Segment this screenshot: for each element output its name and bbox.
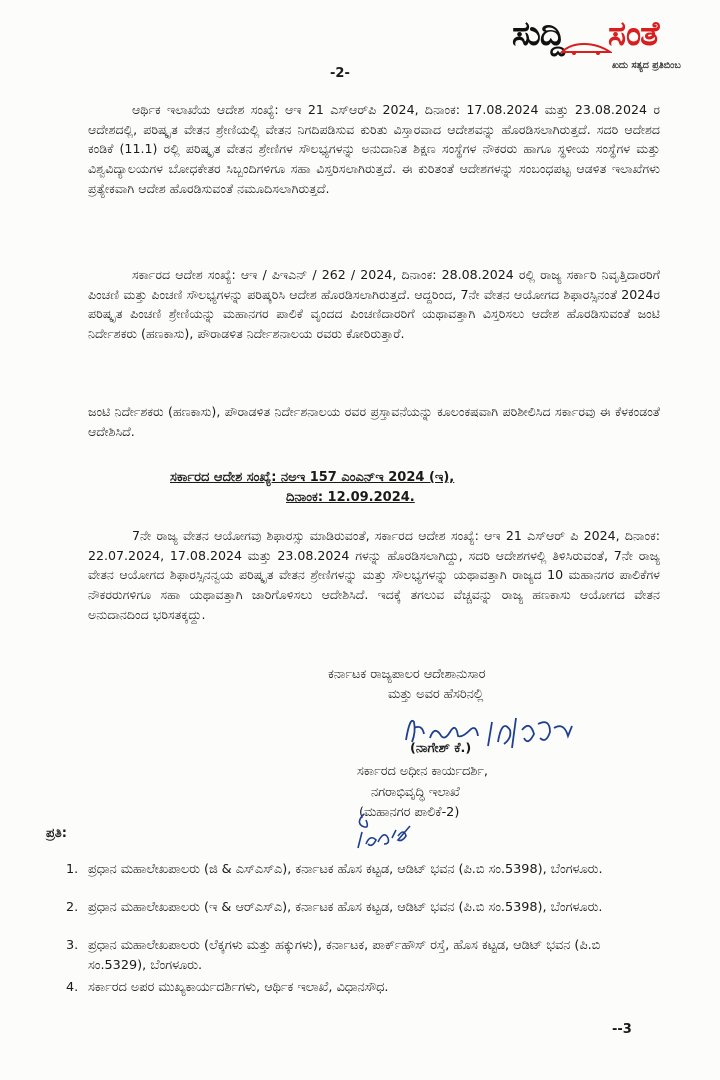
paragraph-text: ಆರ್ಥಿಕ ಇಲಾಖೆಯ ಆದೇಶ ಸಂಖ್ಯೆ: ಆಇ 21 ಎಸ್‌ಆರ್‌ಪಿ 2024, ದಿನಾಂಕ: 17.08.2024 ಮತ್ತು 23.08.2024 ರ ಆದೇಶದಲ್ಲಿ, ಪರಿಷ್ಕೃತ ವೇತನ ಶ್ರೇಣಿಯಲ್ಲಿ ವೇತನ ನಿಗದಿಪಡಿಸುವ ಕುರಿತು ವಿಸ್ತಾರವಾದ ಆದೇಶವನ್ನು ಹೊರಡಿಸಲಾಗಿರುತ್ತದೆ. ಸದರಿ ಆದೇಶದ ಕಂಡಿಕೆ (11.1) ರಲ್ಲಿ ಪರಿಷ್ಕೃತ ವೇತನ ಶ್ರೇಣಿಗಳ ಸೌಲಭ್ಯಗಳನ್ನು ಅನುದಾನಿತ ಶಿಕ್ಷಣ ಸಂಸ್ಥೆಗಳ ನೌಕರರು ಹಾಗೂ ಸ್ಥಳೀಯ ಸಂಸ್ಥೆಗಳ ಮತ್ತು ವಿಶ್ವವಿದ್ಯಾಲಯಗಳ ಬೋಧಕೇತರ ಸಿಬ್ಬಂದಿಗಳಿಗೂ ಸಹಾ ವಿಸ್ತರಿಸಲಾಗಿರುತ್ತದೆ. ಈ ಕುರಿತಂತೆ ಆದೇಶಗಳನ್ನು ಸಂಬಂಧಪಟ್ಟ ಆಡಳಿತ ಇಲಾಖೆಗಳು ಪ್ರತ್ಯೇಕವಾಗಿ ಆದೇಶ ಹೊರಡಿಸುವಂತೆ ನಮೂದಿಸಲಾಗಿರುತ್ತದೆ. bbox=[88, 102, 660, 196]
list-number: 3. bbox=[66, 938, 79, 953]
order-date: ದಿನಾಂಕ: 12.09.2024. bbox=[286, 490, 415, 505]
list-text: ಪ್ರಧಾನ ಮಹಾಲೇಖಪಾಲರು (ಇ & ಆರ್‌ಎಸ್‌ಎ), ಕರ್ನಾಟಕ ಹೊಸ ಕಟ್ಟಡ, ಆಡಿಟ್ ಭವನ (ಪಿ.ಬಿ ಸಂ.5398), ಬೆಂಗಳೂರು. bbox=[88, 900, 603, 915]
signatory-section: (ಮಹಾನಗರ ಪಾಲಿಕೆ-2) bbox=[359, 805, 460, 820]
order-number: ಸರ್ಕಾರದ ಆದೇಶ ಸಂಖ್ಯೆ: ನಅಇ 157 ಎಂಎನ್‌ಇ 2024 (ಇ), bbox=[170, 470, 455, 485]
list-text: ಪ್ರಧಾನ ಮಹಾಲೇಖಪಾಲರು (ಲೆಕ್ಕಗಳು ಮತ್ತು ಹಕ್ಕುಗಳು), ಕರ್ನಾಟಕ, ಪಾರ್ಕ್‌ಹೌಸ್ ರಸ್ತೆ, ಹೊಸ ಕಟ್ಟಡ, ಆಡಿಟ್ ಭವನ (ಪಿ.ಬಿ ಸಂ.5329), ಬೆಂಗಳೂರು. bbox=[88, 938, 601, 973]
signatory-department: ನಗರಾಭಿವೃದ್ಧಿ ಇಲಾಖೆ bbox=[371, 785, 460, 800]
logo-word-suddi: ಸುದ್ದಿ bbox=[512, 14, 564, 54]
list-text: ಪ್ರಧಾನ ಮಹಾಲೇಖಪಾಲರು (ಜಿ & ಎಸ್‌ಎಸ್‌ಎ), ಕರ್ನಾಟಕ ಹೊಸ ಕಟ್ಟಡ, ಆಡಿಟ್ ಭವನ (ಪಿ.ಬಿ ಸಂ.5398), ಬೆಂಗಳೂರು. bbox=[88, 862, 603, 877]
paragraph-text: ಜಂಟಿ ನಿರ್ದೇಶಕರು (ಹಣಕಾಸು), ಪೌರಾಡಳಿತ ನಿರ್ದೇಶನಾಲಯ ರವರ ಪ್ರಸ್ತಾವನೆಯನ್ನು ಕೂಲಂಕಷವಾಗಿ ಪರಿಶೀಲಿಸಿದ ಸರ್ಕಾರವು ಈ ಕೆಳಕಂಡಂತೆ ಆದೇಶಿಸಿದೆ. bbox=[88, 404, 660, 439]
list-item bbox=[66, 978, 658, 998]
list-text: ಸರ್ಕಾರದ ಅಪರ ಮುಖ್ಯಕಾರ್ಯದರ್ಶಿಗಳು, ಆರ್ಥಿಕ ಇಲಾಖೆ, ವಿಧಾನಸೌಧ. bbox=[88, 980, 389, 995]
logo-tagline: ಖದು ಸತ್ಯದ ಪ್ರತಿಬಿಂಬ bbox=[612, 60, 681, 71]
page-number: -2- bbox=[330, 66, 350, 81]
logo-word-sante: ಸಂತೆ bbox=[608, 14, 659, 54]
signature-authority-line1: ಕರ್ನಾಟಕ ರಾಜ್ಯಪಾಲರ ಆದೇಶಾನುಸಾರ bbox=[328, 667, 486, 682]
paragraph-proposal bbox=[88, 402, 660, 441]
list-item bbox=[66, 936, 658, 976]
next-page-marker: --3 bbox=[612, 1022, 632, 1037]
list-item bbox=[66, 898, 658, 918]
signatory-designation: ಸರ್ಕಾರದ ಅಧೀನ ಕಾರ್ಯದರ್ಶಿ, bbox=[357, 764, 488, 779]
signature-authority-line2: ಮತ್ತು ಅವರ ಹೆಸರಿನಲ್ಲಿ bbox=[388, 687, 484, 702]
list-number: 4. bbox=[66, 980, 79, 995]
paragraph-text: 7ನೇ ರಾಜ್ಯ ವೇತನ ಆಯೋಗವು ಶಿಫಾರಸ್ಸು ಮಾಡಿರುವಂತೆ, ಸರ್ಕಾರದ ಆದೇಶ ಸಂಖ್ಯೆ: ಆಇ 21 ಎಸ್‌ಆರ್ ಪಿ 2024, ದಿನಾಂಕ: 22.07.2024, 17.08.2024 ಮತ್ತು 23.08.2024 ಗಳನ್ನು ಹೊರಡಿಸಲಾಗಿದ್ದು, ಸದರಿ ಆದೇಶಗಳಲ್ಲಿ ತಿಳಿಸಿರುವಂತೆ, 7ನೇ ರಾಜ್ಯ ವೇತನ ಆಯೋಗದ ಶಿಫಾರಸ್ಸಿನನ್ವಯ ಪರಿಷ್ಕೃತ ವೇತನ ಶ್ರೇಣಿಗಳನ್ನು ಮತ್ತು ಸೌಲಭ್ಯಗಳನ್ನು ಯಥಾವತ್ತಾಗಿ ರಾಜ್ಯದ 10 ಮಹಾನಗರ ಪಾಲಿಕೆಗಳ ನೌಕರರುಗಳಿಗೂ ಸಹಾ ಯಥಾವತ್ತಾಗಿ ಜಾರಿಗೊಳಿಸಲು ಆದೇಶಿಸಿದೆ. ಇದಕ್ಕೆ ತಗಲುವ ವೆಚ್ಚವನ್ನು ರಾಜ್ಯ ಹಣಕಾಸು ಆಯೋಗದ ವೇತನ ಅನುದಾನದಿಂದ ಭರಿಸತಕ್ಕದ್ದು. bbox=[88, 528, 660, 622]
copy-to-heading: ಪ್ರತಿ: bbox=[46, 826, 67, 841]
paragraph-finance-order bbox=[88, 100, 660, 199]
paragraph-order-body bbox=[88, 526, 660, 625]
list-number: 2. bbox=[66, 900, 79, 915]
signatory-name: (ನಾಗೇಶ್ ಕೆ.) bbox=[410, 741, 472, 756]
paragraph-pension-order bbox=[88, 265, 660, 344]
list-number: 1. bbox=[66, 862, 79, 877]
car-icon bbox=[560, 40, 612, 56]
list-item bbox=[66, 860, 658, 880]
paragraph-text: ಸರ್ಕಾರದ ಆದೇಶ ಸಂಖ್ಯೆ: ಆಇ / ಪಿಇಎನ್ / 262 / 2024, ದಿನಾಂಕ: 28.08.2024 ರಲ್ಲಿ ರಾಜ್ಯ ಸರ್ಕಾರಿ ನಿವೃತ್ತಿದಾರರಿಗೆ ಪಿಂಚಣಿ ಮತ್ತು ಪಿಂಚಣಿ ಸೌಲಭ್ಯಗಳನ್ನು ಪರಿಷ್ಕರಿಸಿ ಆದೇಶ ಹೊರಡಿಸಲಾಗಿರುತ್ತದೆ. ಆದ್ದರಿಂದ, 7ನೇ ವೇತನ ಆಯೋಗದ ಶಿಫಾರಸ್ಸಿನಂತೆ 2024ರ ಪರಿಷ್ಕೃತ ಪಿಂಚಣಿ ಶ್ರೇಣಿಯನ್ನು ಮಹಾನಗರ ಪಾಲಿಕೆ ವೃಂದದ ಪಿಂಚಣಿದಾರರಿಗೆ ಯಥಾವತ್ತಾಗಿ ವಿಸ್ತರಿಸಲು ಆದೇಶ ಹೊರಡಿಸುವಂತೆ ಜಂಟಿ ನಿರ್ದೇಶಕರು (ಹಣಕಾಸು), ಪೌರಾಡಳಿತ ನಿರ್ದೇಶನಾಲಯ ರವರು ಕೋರಿರುತ್ತಾರೆ. bbox=[88, 267, 660, 342]
handwritten-initials bbox=[350, 808, 420, 854]
suddi-sante-logo bbox=[512, 10, 712, 82]
